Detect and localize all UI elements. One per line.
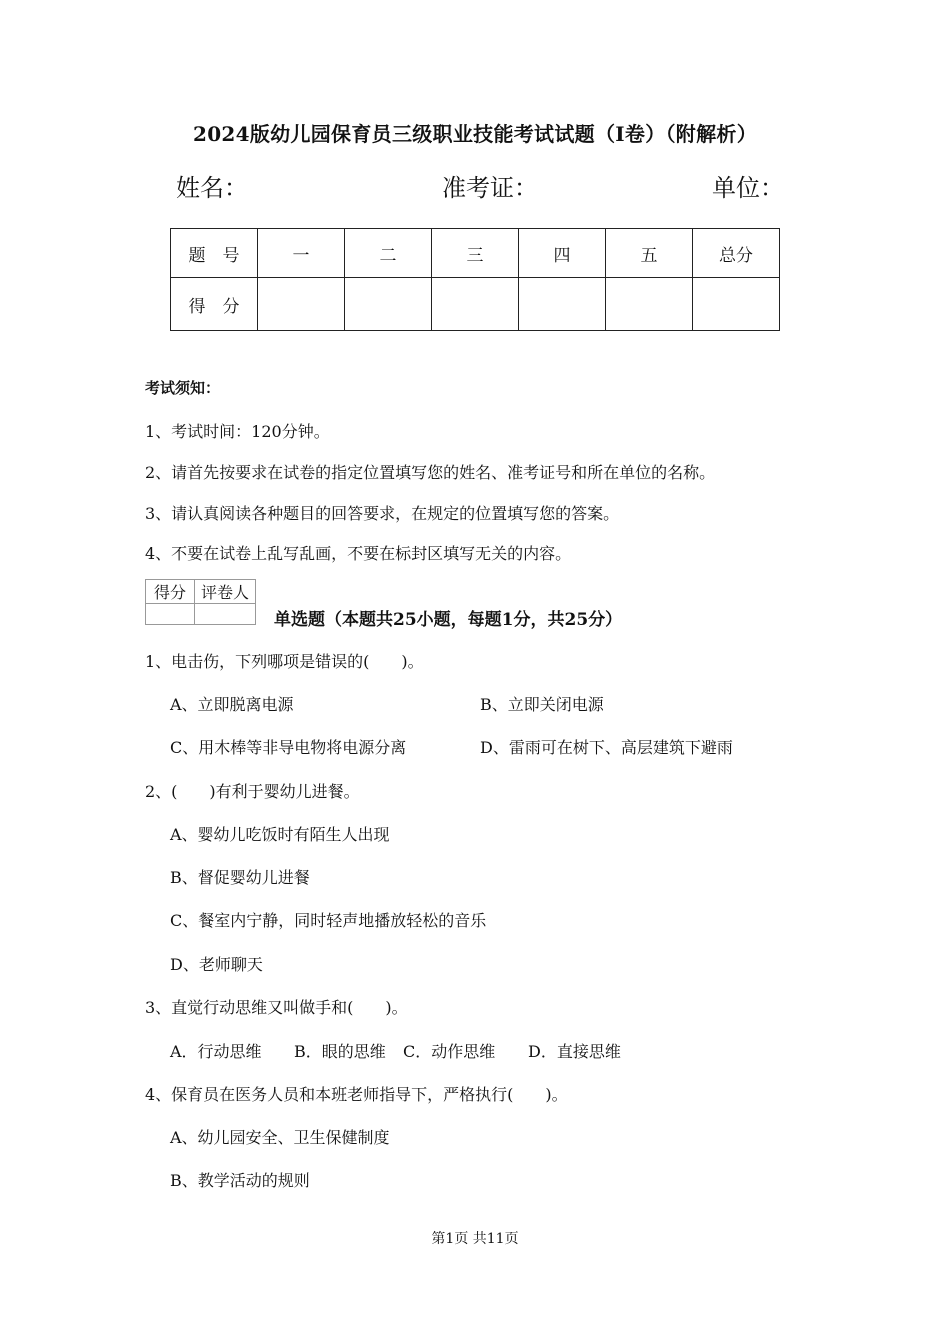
- score-table: [170, 228, 780, 331]
- q2-option-b: B、督促婴幼儿进餐: [170, 868, 310, 887]
- score-table-cell: 四: [519, 229, 606, 278]
- score-table-cell: 总分: [693, 229, 780, 278]
- page-footer: 第1页 共11页: [431, 1231, 519, 1247]
- q3-option-c: C．动作思维: [403, 1042, 496, 1061]
- exam-id-field-label: 准考证：: [442, 174, 538, 202]
- q3-option-d: D．直接思维: [528, 1042, 621, 1061]
- score-table-cell: 二: [345, 229, 432, 278]
- score-input-cell[interactable]: [258, 278, 345, 331]
- page-title: 2024版幼儿园保育员三级职业技能考试试题（I卷）（附解析）: [192, 122, 758, 146]
- q2-option-c: C、餐室内宁静，同时轻声地播放轻松的音乐: [170, 911, 487, 930]
- notice-item: 3、请认真阅读各种题目的回答要求，在规定的位置填写您的答案。: [145, 504, 620, 523]
- q4-option-a: A、幼儿园安全、卫生保健制度: [170, 1128, 390, 1147]
- score-input-cell[interactable]: [606, 278, 693, 331]
- score-table-cell: 一: [258, 229, 345, 278]
- score-table-cell: 五: [606, 229, 693, 278]
- name-field-label: 姓名：: [176, 174, 248, 202]
- score-table-cell: 得 分: [171, 278, 258, 331]
- q3-option-a: A．行动思维: [170, 1042, 262, 1061]
- score-input-cell[interactable]: [432, 278, 519, 331]
- notice-item: 4、不要在试卷上乱写乱画，不要在标封区填写无关的内容。: [145, 544, 572, 563]
- score-table-cell: 三: [432, 229, 519, 278]
- score-input-cell[interactable]: [693, 278, 780, 331]
- question-1: 1、电击伤，下列哪项是错误的( )。: [145, 652, 424, 671]
- score-table-header-row: [171, 229, 780, 278]
- section-title: 单选题（本题共25小题，每题1分，共25分）: [274, 610, 623, 630]
- notice-item: 1、考试时间：120分钟。: [145, 422, 330, 441]
- grader-table: [145, 579, 256, 625]
- q2-option-d: D、老师聊天: [170, 955, 263, 974]
- q1-option-d: D、雷雨可在树下、高层建筑下避雨: [480, 738, 733, 757]
- q3-option-b: B．眼的思维: [294, 1042, 386, 1061]
- q1-option-b: B、立即关闭电源: [480, 695, 604, 714]
- notice-heading: 考试须知：: [145, 379, 221, 397]
- unit-field-label: 单位：: [712, 174, 784, 202]
- notice-item: 2、请首先按要求在试卷的指定位置填写您的姓名、准考证号和所在单位的名称。: [145, 463, 716, 482]
- q1-option-c: C、用木棒等非导电物将电源分离: [170, 738, 407, 757]
- score-input-cell[interactable]: [345, 278, 432, 331]
- question-2: 2、( )有利于婴幼儿进餐。: [145, 782, 360, 801]
- grader-reviewer-label: 评卷人: [195, 580, 256, 604]
- grader-reviewer-cell[interactable]: [195, 604, 256, 625]
- grader-score-cell[interactable]: [146, 604, 195, 625]
- q4-option-b: B、教学活动的规则: [170, 1171, 310, 1190]
- score-input-cell[interactable]: [519, 278, 606, 331]
- question-4: 4、保育员在医务人员和本班老师指导下，严格执行( )。: [145, 1085, 568, 1104]
- score-table-score-row: [171, 278, 780, 331]
- question-3: 3、直觉行动思维又叫做手和( )。: [145, 998, 408, 1017]
- q1-option-a: A、立即脱离电源: [170, 695, 294, 714]
- q2-option-a: A、婴幼儿吃饭时有陌生人出现: [170, 825, 390, 844]
- score-table-cell: 题 号: [171, 229, 258, 278]
- grader-score-label: 得分: [146, 580, 195, 604]
